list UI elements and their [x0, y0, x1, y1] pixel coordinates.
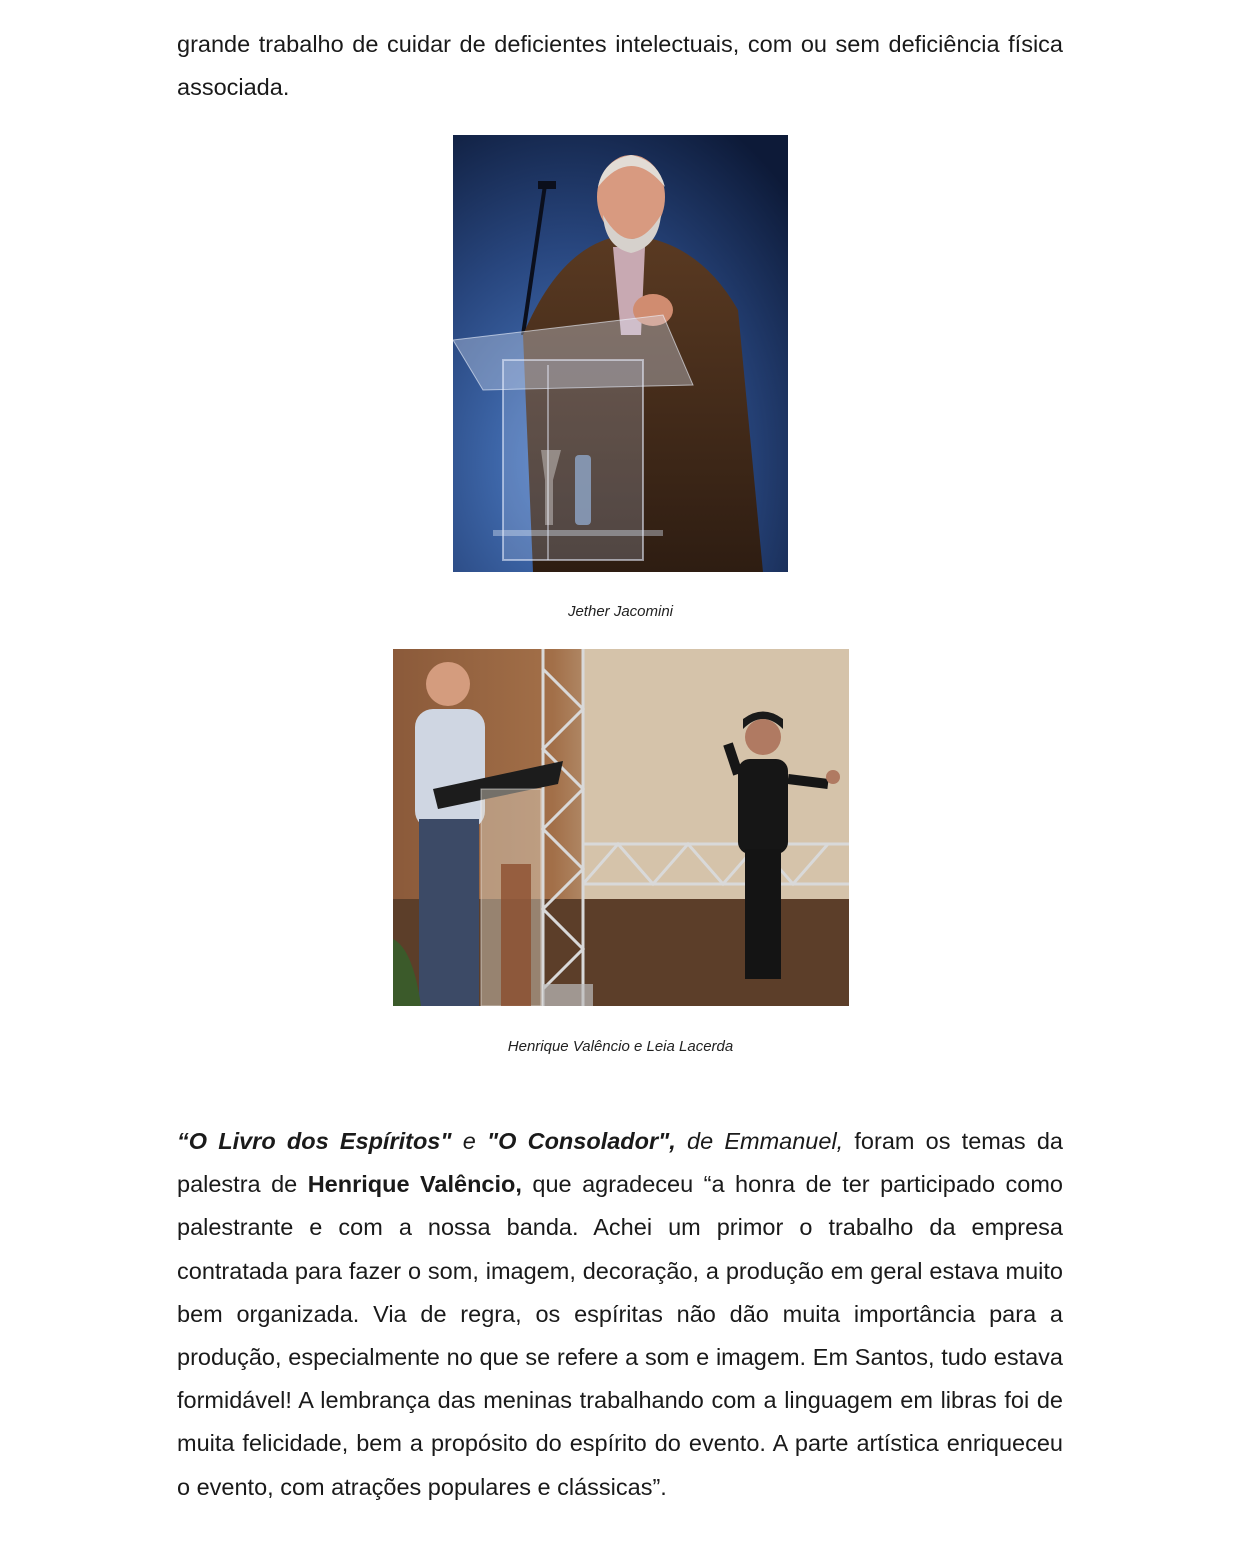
book-title-1: “O Livro dos Espíritos"	[177, 1128, 452, 1154]
speaker-photo-henrique-leia	[393, 649, 849, 1006]
intro-paragraph: grande trabalho de cuidar de deficientes intelectuais, com ou sem deficiência física associada.	[177, 31, 1063, 101]
main-paragraph	[177, 1120, 1063, 1509]
author-name: de Emmanuel,	[675, 1128, 844, 1154]
speaker-name: Henrique Valêncio,	[307, 1171, 522, 1198]
photo2-caption: Henrique Valêncio e Leia Lacerda	[507, 1038, 734, 1055]
book-title-2: "O Consolador",	[486, 1128, 676, 1154]
paragraph-text-2: que agradeceu “a honra de ter participado como palestrante e com a nossa banda. Achei um primor o trabalho da empresa contratada para fazer o som, imagem, decoração, a produção em geral estava muito bem organizada. Via de regra, os espíritas não dão muita importância para a produção, especialmente no que se refere a som e imagem. Em Santos, tudo estava formidável! A lembrança das meninas trabalhando com a linguagem em libras foi de muita felicidade, bem a propósito do espírito do evento. A parte artística enriqueceu o evento, com atrações populares e clássicas”.	[177, 1171, 1063, 1500]
speaker-photo-jether	[453, 135, 788, 572]
conjunction: e	[451, 1128, 487, 1154]
photo1-caption: Jether Jacomini	[567, 603, 674, 620]
paragraph-text-1: foram os temas da palestra de	[177, 1128, 1063, 1198]
